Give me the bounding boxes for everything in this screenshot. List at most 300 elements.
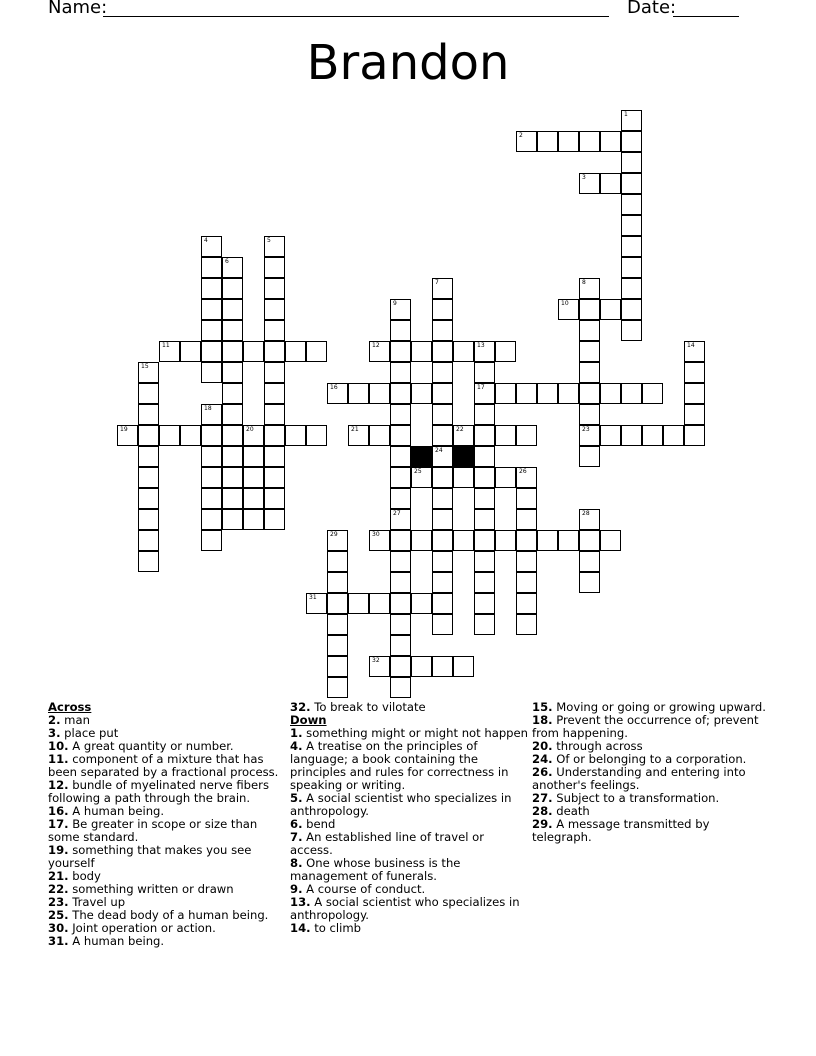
grid-cell[interactable] — [600, 425, 621, 446]
clue-number: 24 — [435, 447, 443, 454]
grid-cell[interactable] — [390, 488, 411, 509]
clue-number: 11 — [162, 342, 170, 349]
grid-cell[interactable] — [558, 299, 579, 320]
clue-number: 4 — [204, 237, 208, 244]
grid-cell[interactable] — [432, 299, 453, 320]
grid-cell[interactable] — [642, 383, 663, 404]
grid-cell[interactable] — [516, 131, 537, 152]
grid-cell[interactable] — [495, 425, 516, 446]
clue-text: Understanding and entering into another's feelings. — [532, 765, 746, 792]
clue-number-label: 16. — [48, 804, 69, 818]
grid-cell[interactable] — [432, 425, 453, 446]
clue-number-label: 6. — [290, 817, 303, 831]
grid-cell[interactable] — [369, 341, 390, 362]
grid-cell[interactable] — [474, 425, 495, 446]
clue-number: 9 — [393, 300, 397, 307]
clue-number-label: 29. — [532, 817, 553, 831]
clue-text: One whose business is the management of funerals. — [290, 856, 461, 883]
grid-cell[interactable] — [453, 530, 474, 551]
grid-cell[interactable] — [369, 530, 390, 551]
grid-cell[interactable] — [138, 488, 159, 509]
grid-cell[interactable] — [264, 341, 285, 362]
grid-cell[interactable] — [264, 236, 285, 257]
clue-number: 19 — [120, 426, 128, 433]
clue-number: 3 — [582, 174, 586, 181]
clue-number-label: 25. — [48, 908, 69, 922]
down-clue — [532, 766, 772, 792]
grid-cell[interactable] — [453, 656, 474, 677]
clue-number-label: 21. — [48, 869, 69, 883]
grid-cell[interactable] — [327, 383, 348, 404]
grid-cell[interactable] — [411, 656, 432, 677]
grid-cell[interactable] — [684, 383, 705, 404]
clue-number: 28 — [582, 510, 590, 517]
grid-cell[interactable] — [579, 131, 600, 152]
clue-text: something written or drawn — [68, 882, 234, 896]
grid-cell[interactable] — [474, 383, 495, 404]
grid-cell[interactable] — [222, 404, 243, 425]
grid-cell[interactable] — [579, 341, 600, 362]
clue-number-label: 15. — [532, 700, 553, 714]
grid-cell[interactable] — [432, 551, 453, 572]
grid-cell[interactable] — [390, 299, 411, 320]
clue-number: 18 — [204, 405, 212, 412]
grid-cell[interactable] — [180, 341, 201, 362]
grid-cell[interactable] — [621, 131, 642, 152]
grid-cell[interactable] — [390, 572, 411, 593]
clue-text: A message transmitted by telegraph. — [532, 817, 710, 844]
grid-cell[interactable] — [579, 446, 600, 467]
grid-cell[interactable] — [495, 467, 516, 488]
clue-section-heading: Across — [48, 700, 92, 714]
grid-cell[interactable] — [474, 467, 495, 488]
grid-cell[interactable] — [264, 320, 285, 341]
clue-number: 7 — [435, 279, 439, 286]
clue-text: something might or might not happen — [302, 726, 529, 740]
grid-cell[interactable] — [348, 425, 369, 446]
grid-cell[interactable] — [579, 530, 600, 551]
grid-cell[interactable] — [222, 341, 243, 362]
grid-cell[interactable] — [474, 614, 495, 635]
clue-number-label: 32. — [290, 700, 311, 714]
grid-cell[interactable] — [327, 656, 348, 677]
grid-cell[interactable] — [243, 509, 264, 530]
clue-number: 14 — [687, 342, 695, 349]
grid-cell[interactable] — [579, 173, 600, 194]
clue-number-label: 5. — [290, 791, 303, 805]
clue-text: place put — [60, 726, 119, 740]
grid-cell[interactable] — [222, 278, 243, 299]
down-clue — [532, 714, 772, 740]
grid-cell[interactable] — [474, 362, 495, 383]
grid-cell[interactable] — [621, 320, 642, 341]
across-clue — [48, 844, 288, 870]
grid-cell[interactable] — [411, 467, 432, 488]
grid-cell[interactable] — [201, 509, 222, 530]
grid-cell[interactable] — [201, 341, 222, 362]
grid-cell[interactable] — [453, 425, 474, 446]
grid-cell[interactable] — [579, 551, 600, 572]
grid-cell[interactable] — [663, 425, 684, 446]
down-clue — [290, 792, 530, 818]
grid-cell[interactable] — [138, 404, 159, 425]
grid-cell[interactable] — [558, 530, 579, 551]
clue-number: 31 — [309, 594, 317, 601]
grid-cell[interactable] — [474, 530, 495, 551]
across-clue — [48, 935, 288, 948]
grid-cell[interactable] — [600, 383, 621, 404]
clue-number-label: 9. — [290, 882, 303, 896]
grid-cell[interactable] — [390, 635, 411, 656]
grid-cell[interactable] — [621, 152, 642, 173]
clue-text: Be greater in scope or size than some standard. — [48, 817, 258, 844]
grid-cell[interactable] — [222, 257, 243, 278]
clue-number-label: 18. — [532, 713, 553, 727]
clue-text: Joint operation or action. — [68, 921, 216, 935]
grid-cell[interactable] — [684, 362, 705, 383]
grid-cell[interactable] — [432, 572, 453, 593]
grid-cell[interactable] — [264, 257, 285, 278]
grid-cell[interactable] — [579, 425, 600, 446]
grid-cell[interactable] — [327, 614, 348, 635]
clue-number: 5 — [267, 237, 271, 244]
grid-cell[interactable] — [222, 425, 243, 446]
grid-cell[interactable] — [516, 614, 537, 635]
grid-cell[interactable] — [285, 425, 306, 446]
clue-number: 30 — [372, 531, 380, 538]
clue-text: A human being. — [68, 804, 165, 818]
clue-text: man — [60, 713, 90, 727]
grid-cell[interactable] — [621, 299, 642, 320]
clue-text: A treatise on the principles of language; a book containing the principles and rules for correctness in speaking or writing. — [290, 739, 509, 792]
grid-cell[interactable] — [390, 383, 411, 404]
grid-cell[interactable] — [390, 362, 411, 383]
grid-cell[interactable] — [600, 530, 621, 551]
grid-cell[interactable] — [474, 341, 495, 362]
clue-number: 17 — [477, 384, 485, 391]
grid-cell[interactable] — [600, 299, 621, 320]
grid-cell[interactable] — [306, 425, 327, 446]
grid-cell[interactable] — [411, 530, 432, 551]
grid-cell[interactable] — [390, 404, 411, 425]
grid-cell[interactable] — [390, 341, 411, 362]
grid-cell[interactable] — [222, 509, 243, 530]
grid-cell[interactable] — [243, 446, 264, 467]
grid-cell[interactable] — [495, 341, 516, 362]
grid-cell[interactable] — [243, 425, 264, 446]
grid-cell[interactable] — [138, 383, 159, 404]
grid-cell[interactable] — [579, 278, 600, 299]
grid-cell[interactable] — [390, 593, 411, 614]
grid-cell[interactable] — [516, 467, 537, 488]
grid-cell[interactable] — [642, 425, 663, 446]
clue-number: 21 — [351, 426, 359, 433]
grid-cell[interactable] — [621, 236, 642, 257]
grid-cell[interactable] — [201, 278, 222, 299]
grid-cell[interactable] — [264, 446, 285, 467]
grid-cell[interactable] — [474, 593, 495, 614]
clue-number: 1 — [624, 111, 628, 118]
grid-cell[interactable] — [621, 425, 642, 446]
clues-column-3 — [532, 701, 772, 844]
grid-cell[interactable] — [684, 425, 705, 446]
clue-section-heading: Down — [290, 713, 327, 727]
grid-cell[interactable] — [579, 572, 600, 593]
down-clue — [290, 857, 530, 883]
grid-cell[interactable] — [138, 530, 159, 551]
clue-number: 10 — [561, 300, 569, 307]
clue-number: 22 — [456, 426, 464, 433]
clue-text: bundle of myelinated nerve fibers following a path through the brain. — [48, 778, 269, 805]
grid-cell[interactable] — [621, 257, 642, 278]
date-label: Date: — [627, 0, 677, 18]
clue-number-label: 27. — [532, 791, 553, 805]
grid-cell[interactable] — [264, 509, 285, 530]
grid-cell[interactable] — [159, 425, 180, 446]
grid-cell[interactable] — [432, 656, 453, 677]
clue-number-label: 8. — [290, 856, 303, 870]
down-clue — [290, 896, 530, 922]
clue-number: 15 — [141, 363, 149, 370]
grid-cell[interactable] — [558, 383, 579, 404]
grid-cell[interactable] — [621, 194, 642, 215]
grid-cell[interactable] — [201, 467, 222, 488]
grid-cell[interactable] — [453, 467, 474, 488]
grid-cell[interactable] — [201, 257, 222, 278]
grid-cell[interactable] — [243, 341, 264, 362]
grid-cell[interactable] — [621, 173, 642, 194]
grid-cell[interactable] — [222, 320, 243, 341]
grid-cell[interactable] — [390, 320, 411, 341]
clue-number-label: 10. — [48, 739, 69, 753]
grid-cell[interactable] — [621, 278, 642, 299]
grid-cell[interactable] — [432, 341, 453, 362]
grid-cell[interactable] — [390, 614, 411, 635]
grid-cell[interactable] — [495, 383, 516, 404]
grid-cell[interactable] — [369, 383, 390, 404]
grid-cell[interactable] — [201, 320, 222, 341]
clue-text: through across — [552, 739, 643, 753]
grid-cell[interactable] — [537, 530, 558, 551]
clue-number-label: 3. — [48, 726, 61, 740]
grid-cell[interactable] — [243, 488, 264, 509]
grid-cell[interactable] — [537, 383, 558, 404]
grid-cell[interactable] — [558, 131, 579, 152]
grid-cell[interactable] — [432, 530, 453, 551]
clue-number: 13 — [477, 342, 485, 349]
grid-cell[interactable] — [432, 278, 453, 299]
clue-number-label: 12. — [48, 778, 69, 792]
grid-cell[interactable] — [390, 446, 411, 467]
grid-cell[interactable] — [327, 551, 348, 572]
across-clue — [48, 753, 288, 779]
grid-cell[interactable] — [474, 509, 495, 530]
grid-cell[interactable] — [369, 593, 390, 614]
clue-number-label: 24. — [532, 752, 553, 766]
clue-number-label: 31. — [48, 934, 69, 948]
grid-cell[interactable] — [432, 404, 453, 425]
grid-cell[interactable] — [621, 110, 642, 131]
grid-cell[interactable] — [411, 383, 432, 404]
grid-cell[interactable] — [327, 677, 348, 698]
grid-cell[interactable] — [516, 530, 537, 551]
clue-number: 26 — [519, 468, 527, 475]
grid-cell[interactable] — [474, 446, 495, 467]
grid-cell[interactable] — [516, 383, 537, 404]
grid-cell[interactable] — [327, 530, 348, 551]
grid-cell[interactable] — [138, 425, 159, 446]
clue-text: The dead body of a human being. — [68, 908, 269, 922]
grid-cell[interactable] — [390, 656, 411, 677]
grid-cell[interactable] — [264, 404, 285, 425]
clue-text: Prevent the occurrence of; prevent from happening. — [532, 713, 759, 740]
grid-cell[interactable] — [264, 383, 285, 404]
grid-cell[interactable] — [201, 404, 222, 425]
grid-cell[interactable] — [516, 509, 537, 530]
grid-cell[interactable] — [474, 572, 495, 593]
grid-cell[interactable] — [222, 362, 243, 383]
grid-cell[interactable] — [453, 341, 474, 362]
grid-cell[interactable] — [516, 488, 537, 509]
grid-cell[interactable] — [222, 488, 243, 509]
clue-number: 12 — [372, 342, 380, 349]
grid-cell[interactable] — [369, 425, 390, 446]
clues-column-2 — [290, 701, 530, 935]
grid-cell[interactable] — [222, 299, 243, 320]
grid-cell[interactable] — [180, 425, 201, 446]
clue-text: To break to vilotate — [310, 700, 426, 714]
grid-cell[interactable] — [201, 446, 222, 467]
grid-cell[interactable] — [390, 551, 411, 572]
grid-cell[interactable] — [138, 509, 159, 530]
grid-cell[interactable] — [600, 131, 621, 152]
grid-cell[interactable] — [537, 131, 558, 152]
clues-column-1 — [48, 701, 288, 948]
grid-cell[interactable] — [222, 446, 243, 467]
clue-number-label: 7. — [290, 830, 303, 844]
grid-cell[interactable] — [390, 509, 411, 530]
grid-cell[interactable] — [516, 593, 537, 614]
grid-cell[interactable] — [579, 299, 600, 320]
grid-cell[interactable] — [621, 383, 642, 404]
grid-cell[interactable] — [390, 425, 411, 446]
grid-cell[interactable] — [579, 509, 600, 530]
clue-number-label: 14. — [290, 921, 311, 935]
grid-cell[interactable] — [222, 467, 243, 488]
clue-number: 2 — [519, 132, 523, 139]
grid-cell[interactable] — [432, 509, 453, 530]
grid-cell[interactable] — [516, 572, 537, 593]
grid-cell[interactable] — [432, 362, 453, 383]
grid-cell[interactable] — [432, 467, 453, 488]
grid-cell[interactable] — [516, 425, 537, 446]
grid-cell[interactable] — [264, 362, 285, 383]
clue-text: component of a mixture that has been separated by a fractional process. — [48, 752, 279, 779]
grid-cell[interactable] — [600, 173, 621, 194]
grid-cell[interactable] — [369, 656, 390, 677]
grid-cell[interactable] — [201, 299, 222, 320]
grid-cell[interactable] — [432, 320, 453, 341]
clue-number: 29 — [330, 531, 338, 538]
grid-cell[interactable] — [138, 446, 159, 467]
grid-cell[interactable] — [621, 215, 642, 236]
grid-cell[interactable] — [390, 530, 411, 551]
grid-cell[interactable] — [222, 383, 243, 404]
grid-cell[interactable] — [138, 551, 159, 572]
grid-cell[interactable] — [432, 488, 453, 509]
clue-text: A social scientist who specializes in anthropology. — [290, 791, 512, 818]
grid-cell[interactable] — [516, 551, 537, 572]
grid-cell[interactable] — [432, 614, 453, 635]
grid-cell[interactable] — [264, 467, 285, 488]
grid-cell[interactable] — [579, 383, 600, 404]
clue-number: 20 — [246, 426, 254, 433]
grid-cell[interactable] — [348, 593, 369, 614]
clue-number: 32 — [372, 657, 380, 664]
grid-cell[interactable] — [201, 425, 222, 446]
clue-text: something that makes you see yourself — [48, 843, 252, 870]
grid-cell[interactable] — [138, 362, 159, 383]
grid-cell[interactable] — [348, 383, 369, 404]
clue-number: 16 — [330, 384, 338, 391]
grid-cell[interactable] — [285, 341, 306, 362]
clue-text: A social scientist who specializes in anthropology. — [290, 895, 520, 922]
grid-cell[interactable] — [684, 404, 705, 425]
grid-cell[interactable] — [474, 404, 495, 425]
grid-cell[interactable] — [243, 467, 264, 488]
clue-text: An established line of travel or access. — [290, 830, 484, 857]
clue-number: 25 — [414, 468, 422, 475]
grid-cell[interactable] — [201, 488, 222, 509]
clue-number-label: 23. — [48, 895, 69, 909]
grid-cell[interactable] — [474, 551, 495, 572]
grid-cell[interactable] — [579, 404, 600, 425]
grid-cell[interactable] — [201, 530, 222, 551]
grid-cell[interactable] — [327, 572, 348, 593]
black-cell — [411, 446, 432, 467]
grid-cell[interactable] — [474, 488, 495, 509]
grid-cell[interactable] — [390, 677, 411, 698]
grid-cell[interactable] — [138, 467, 159, 488]
grid-cell[interactable] — [201, 236, 222, 257]
grid-cell[interactable] — [117, 425, 138, 446]
grid-cell[interactable] — [432, 446, 453, 467]
grid-cell[interactable] — [411, 341, 432, 362]
grid-cell[interactable] — [579, 320, 600, 341]
grid-cell[interactable] — [264, 488, 285, 509]
grid-cell[interactable] — [432, 593, 453, 614]
clue-number-label: 2. — [48, 713, 61, 727]
down-clue — [290, 740, 530, 792]
grid-cell[interactable] — [306, 341, 327, 362]
grid-cell[interactable] — [306, 593, 327, 614]
grid-cell[interactable] — [432, 383, 453, 404]
grid-cell[interactable] — [411, 593, 432, 614]
grid-cell[interactable] — [264, 425, 285, 446]
puzzle-title: Brandon — [306, 35, 510, 91]
grid-cell[interactable] — [684, 341, 705, 362]
clue-text: Of or belonging to a corporation. — [552, 752, 747, 766]
grid-cell[interactable] — [390, 467, 411, 488]
grid-cell[interactable] — [201, 362, 222, 383]
grid-cell[interactable] — [579, 362, 600, 383]
grid-cell[interactable] — [264, 299, 285, 320]
grid-cell[interactable] — [264, 278, 285, 299]
grid-cell[interactable] — [327, 593, 348, 614]
grid-cell[interactable] — [327, 635, 348, 656]
grid-cell[interactable] — [495, 530, 516, 551]
grid-cell[interactable] — [159, 341, 180, 362]
